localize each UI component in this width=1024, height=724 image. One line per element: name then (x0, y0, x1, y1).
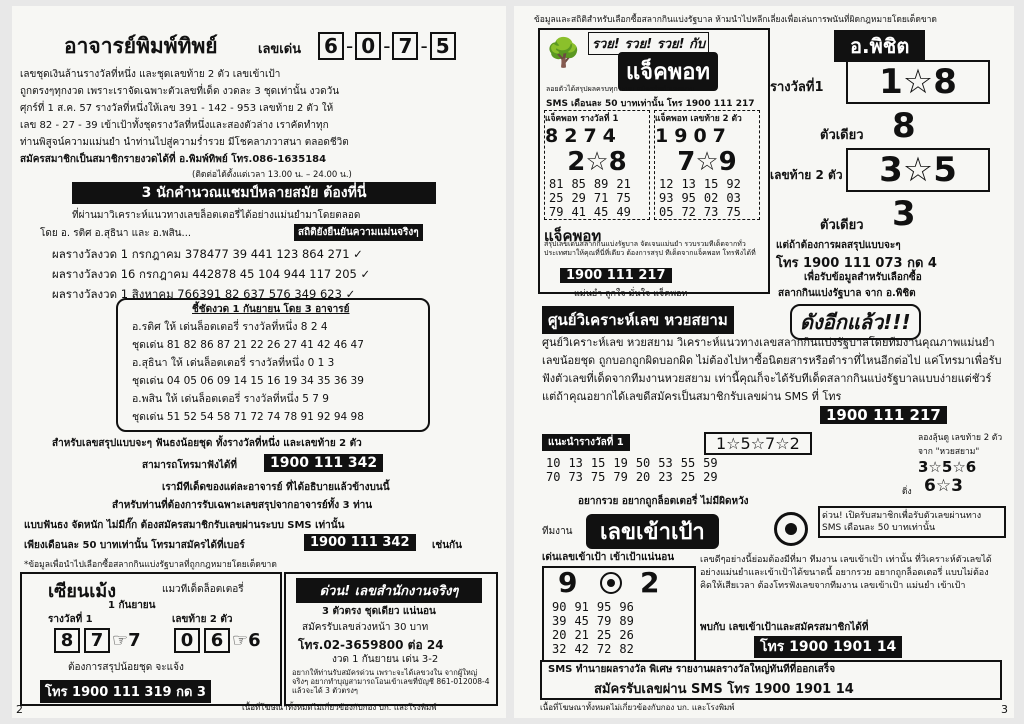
pichit-phone: โทร 1900 111 073 กด 4 (776, 256, 937, 271)
right-page (514, 6, 1014, 718)
bl-note: ต้องการสรุปน้อยชุด จะแจ้ง (68, 662, 184, 673)
instr-call-label: สามารถโทรมาฟังได้ที่ (142, 460, 237, 471)
jp-bottom-text: สรุปเลขเด่นสลากกินแบ่งรัฐบาล จัดเจนแม่นยำ รวบรวมทีเด็ดจากทั่วประเทศมาให้คุณที่นี่ที่เดียว ต้องการสรุป ทีเด็ดจากแจ็คพอท โทรฟังได้ที่ (544, 240, 756, 257)
sms-line-1: SMS ทำนายผลรางวัล พิเศษ รายงานผลรางวัลใหญ่ทันทีที่ออกเสร็จ (548, 664, 836, 675)
bl-tail-digit: 6 (204, 628, 230, 653)
instr-line-2: เรามีทีเด็ดของแต่ละอาจารย์ ที่ได้อธิบายแล้วข้างบนนี้ (162, 482, 390, 493)
contact-hours: (ติดต่อได้ตั้งแต่เวลา 13.00 น. – 24.00 น.) (192, 170, 352, 180)
result-row: ผลรางวัลงวด 1 กรกฎาคม 378477 39 441 123 864 271 ✓ (52, 247, 363, 261)
br-line-3: งวด 1 กันยายน เด่น 3-2 (332, 654, 439, 665)
promo-line: อ.รติศ ให้ เด่นล็อตเตอรี่ รางวัลที่หนึ่ง 8 2 4 (132, 321, 328, 333)
target-digit-2: 2 (640, 566, 660, 599)
bl-prize-digit: 8 (54, 628, 80, 653)
promo-box-title: ชี้ชัดงวด 1 กันยายน โดย 3 อาจารย์ (192, 304, 350, 315)
siam-tail-ding: ดิ่ง (902, 487, 912, 497)
bl-date: 1 กันยายน (108, 600, 156, 611)
phone-1: 1900 111 342 (264, 454, 383, 472)
section-sub: ที่ผ่านมาวิเคราะห์แนวทางเลขล็อตเตอรี่ได้อย่างแม่นยำมาโดยตลอด (72, 210, 361, 221)
br-small: อยากให้ท่านรับสมัครด่วน เพราะจะได้เลขวงใน จากผู้ใหญ่จริงๆ อยากทำบุญสามารถโอนเข้าเลขที่บัญชี 861-012008-4 แล้วจะได้ 3 ตัวตรงๆ (292, 668, 490, 695)
top-note: ข้อมูลและสถิติสำหรับเลือกซื้อสลากกินแบ่งรัฐบาล ห้ามนำไปหลีกเลี่ยงเพื่อเล่นการพนันที่ผิดกฎหมายโดยเด็ดขาด (534, 15, 937, 25)
bl-tail-digit: 6 (248, 630, 261, 651)
bl-prize-label: รางวัลที่ 1 (48, 614, 93, 625)
pichit-single-label: ตัวเดียว (820, 128, 864, 143)
siam-banner: ศูนย์วิเคราะห์เลข หวยสยาม (542, 306, 734, 334)
target-small-icon (600, 572, 622, 594)
results-list (52, 244, 370, 304)
bl-phone: โทร 1900 111 319 กด 3 (40, 680, 211, 703)
promo-lines (132, 318, 364, 426)
jp-big-1: 2☆8 (567, 147, 627, 177)
siam-slogan: ดังอีกแล้ว!!! (790, 304, 921, 340)
target-icon (774, 512, 808, 546)
jp-box2-digits: 1907 (655, 125, 732, 147)
hand-pointer-icon: ☞ (112, 630, 129, 651)
jp-tagline: แม่นยำ ถูกใจ มั่นใจ แจ็คพอท (574, 289, 688, 299)
jp-phone: 1900 111 217 (560, 268, 672, 283)
instr-line-1: สำหรับเลขสรุปแบบจะๆ ฟันธงน้อยชุด ทั้งรางวัลที่หนึ่ง และเลขท้าย 2 ตัว (52, 438, 362, 449)
pichit-prize-label: รางวัลที่1 (770, 80, 824, 95)
pichit-single-2: 3 (892, 194, 916, 234)
siam-tail-ding-val: 6☆3 (924, 476, 963, 496)
jp-box-1 (544, 110, 650, 220)
target-side: ด่วน! เปิดรับสมาชิกเพื่อรับตัวเลขผ่านทาง SMS เดือนละ 50 บาทเท่านั้น (818, 506, 1006, 538)
phone-2: 1900 111 342 (304, 534, 416, 551)
pichit-single-1: 8 (892, 106, 916, 146)
page-number: 2 (16, 703, 23, 716)
sms-line-2: สมัครรับเลขผ่าน SMS โทร 1900 1901 14 (594, 682, 854, 697)
bl-tail-label: เลขท้าย 2 ตัว (172, 614, 233, 625)
instr-line-5b: เช่นกัน (432, 540, 462, 551)
intro-line: ศุกร์ที่ 1 ส.ค. 57 รางวัลที่หนึ่งให้เลข 391 - 142 - 953 เลขท้าย 2 ตัว ให้ (20, 103, 334, 114)
br-banner: ด่วน! เลขสำนักงานจริงๆ (296, 578, 482, 603)
jp-box1-label: แจ็คพอท รางวัลที่ 1 (545, 114, 619, 124)
jp-box2-label: แจ็คพอท เลขท้าย 2 ตัว (655, 114, 742, 124)
bl-tail-digits (172, 628, 261, 653)
money-tree-icon: 🌳 (546, 36, 581, 69)
jp-box-2 (654, 110, 760, 220)
target-cta: พบกับ เลขเข้าเป้าและสมัครสมาชิกได้ที่ (700, 622, 869, 633)
siam-grid: 10 13 15 19 50 53 55 59 70 73 75 79 20 23 25 29 (546, 456, 718, 484)
target-digit-1: 9 (558, 566, 578, 599)
header-set-label: เลขเด่น (258, 42, 302, 57)
promo-line: ชุดเด่น 81 82 86 87 21 22 26 27 41 42 46 47 (132, 339, 364, 351)
br-line-1: 3 ตัวตรง ชุดเดียว แน่นอน (322, 606, 436, 617)
siam-body: ศูนย์วิเคราะห์เลข หวยสยาม วิเคราะห์แนวทางเลขสลากกินแบ่งรัฐบาลโดยทีมงานคุณภาพแม่นยำ เลขน้อยชุด ถูกบอกถูกผิดบอกผิด ไม่ต้องไปหาซื้อนิตยสารหรือตำราที่ไหนอีกต่อไป แค่โทรมาเพื่อรับฟังตัวเลขที่เด็ดจากทีมงานหวยสยาม เท่านี้คุณก็จะได้รับทีเด็ดสลากกินแบ่งรัฐบาลแบบง่ายแต่ชัวร์ แต่ถ้าคุณอยากได้เลขดีสมัครเป็นสมาชิกรับเลขผ่าน SMS ที่ โทร (542, 336, 1002, 403)
bl-prize-digits (52, 628, 141, 653)
br-line-2: สมัครรับเลขล่วงหน้า 30 บาท (302, 622, 429, 633)
header-digit: 7 (392, 32, 418, 60)
target-sub: เด่นเลขเข้าเป้า เข้าเป้าแน่นอน (542, 552, 675, 563)
hand-pointer-icon: ☞ (232, 630, 249, 651)
intro-line: เลขชุดเงินล้านรางวัลที่หนึ่ง และชุดเลขท้าย 2 ตัว เลขเข้าเป้า (20, 69, 281, 80)
page-footer: เนื้อที่โฆษณาทั้งหมดไม่เกี่ยวข้องกับกอง บก. และโรงพิมพ์ (540, 703, 735, 712)
promo-line: อ.สุธินา ให้ เด่นล็อตเตอรี่ รางวัลที่หนึ่ง 0 1 3 (132, 357, 335, 369)
promo-line: ชุดเด่น 51 52 54 58 71 72 74 78 91 92 94 98 (132, 411, 364, 423)
pichit-tail: 3☆5 (846, 148, 990, 192)
pichit-call-line: แต่ถ้าต้องการผลสรุปแบบจะๆ (776, 240, 901, 251)
jp-big-2: 7☆9 (677, 147, 737, 177)
jackpot-tag: รวย! รวย! รวย! กับ (588, 32, 709, 55)
section-stats: สถิติยังยืนยันความแม่นจริงๆ (294, 224, 423, 241)
siam-phone: 1900 111 217 (820, 406, 947, 424)
header-title: อาจารย์พิมพ์ทิพย์ (64, 34, 218, 58)
pichit-line-3: สลากกินแบ่งรัฐบาล จาก อ.พิชิต (778, 288, 916, 299)
bl-prize-digit: 7 (84, 628, 110, 653)
pichit-prize: 1☆8 (846, 60, 990, 104)
target-team: ทีมงาน (542, 526, 573, 537)
jp-grid-2: 12 13 15 92 93 95 02 03 05 72 73 75 (659, 177, 741, 219)
siam-tail-from: จาก "หวยสยาม" (918, 447, 980, 457)
br-phone: โทร.02-3659800 ต่อ 24 (298, 638, 444, 652)
siam-rec-label: แนะนำรางวัลที่ 1 (542, 434, 630, 451)
bl-prize-digit: 7 (128, 630, 141, 651)
jackpot-tagline: ลอยตัวได้สรุปผลครบทุกระบบ สมัครรับตัวเลขผ่าน (546, 85, 695, 93)
siam-tail-label: ลองลุ้นดู เลขท้าย 2 ตัว (918, 433, 1003, 443)
intro-line: ท่านพิสูจน์ความแม่นยำ นำท่านไปสู่ความร่ำรวย มีโชคลาภวาสนา ตลอดชีวิต (20, 137, 349, 148)
bl-title: เซียนเม้ง (48, 581, 117, 602)
header-digits: 6 - 0 - 7 - 5 (316, 32, 458, 60)
pichit-single-label-2: ตัวเดียว (820, 218, 864, 233)
siam-tail-val: 3☆5☆6 (918, 458, 977, 476)
siam-closing: อยากรวย อยากถูกล็อตเตอรี่ ไม่มีผิดหวัง (578, 496, 749, 507)
jackpot-sms: SMS เดือนละ 50 บาทเท่านั้น โทร 1900 111 217 (546, 99, 755, 109)
target-text: เลขดีๆอย่างนี้ย่อมต้องมีที่มา ทีมงาน เลขเข้าเป้า เท่านั้น ที่วิเคราะห์ตัวเลขได้อย่างแม่นยำและเข้าเป้าได้ขนาดนี้ อยากรวย อยากถูกล็อตเตอรี่ แบบไม่ต้องคิดให้เสียเวลา ต้องโทรฟังเลขจากทีมงาน เลขเข้าเป้า แม่นยำ เข้าเป้า (700, 555, 992, 591)
section-by: โดย อ. รติศ อ.สุธินา และ อ.พสิน... (40, 228, 192, 239)
instr-line-3: สำหรับท่านที่ต้องการรับเฉพาะเลขสรุปจากอาจารย์ทั้ง 3 ท่าน (112, 500, 373, 511)
left-page (12, 6, 506, 718)
instr-line-5a: เพียงเดือนละ 50 บาทเท่านั้น โทรมาสมัครได้ที่เบอร์ (24, 540, 245, 551)
result-row: ผลรางวัลงวด 16 กรกฎาคม 442878 45 104 944 117 205 ✓ (52, 267, 371, 281)
target-phone: โทร 1900 1901 14 (754, 636, 902, 658)
intro-line: เลข 82 - 27 - 39 เข้าเป้าทั้งชุดรางวัลที่หนึ่งและสองตัวล่าง เราคัดทำทุก (20, 120, 329, 131)
bl-sub: แมวทีเด็ดล็อตเตอรี่ (162, 584, 244, 595)
promo-line: ชุดเด่น 04 05 06 09 14 15 16 19 34 35 36 39 (132, 375, 364, 387)
siam-rec-value: 1☆5☆7☆2 (704, 432, 812, 455)
pichit-line-2: เพื่อรับข้อมูลสำหรับเลือกซื้อ (804, 272, 922, 283)
target-title: เลขเข้าเป้า (586, 514, 719, 549)
section-banner: 3 นักคำนวณแชมป์หลายสมัย ต้องที่นี่ (72, 182, 436, 204)
bl-tail-digit: 0 (174, 628, 200, 653)
instr-line-4: แบบฟันธง จัดหนัก ไม่มีกั๊ก ต้องสมัครสมาชิกรับเลขผ่านระบบ SMS เท่านั้น (24, 520, 345, 531)
disclaimer: *ข้อมูลเพื่อนำไปเลือกซื้อสลากกินแบ่งรัฐบาลที่ถูกกฎหมายโดยเด็ดขาด (24, 560, 277, 570)
jp-grid-1: 81 85 89 21 25 29 71 75 79 41 45 49 (549, 177, 631, 219)
result-row: ผลรางวัลงวด 1 สิงหาคม 766391 82 637 576 349 623 ✓ (52, 287, 356, 301)
pichit-tail-label: เลขท้าย 2 ตัว (770, 168, 843, 182)
pichit-title: อ.พิชิต (834, 30, 925, 62)
intro-text (20, 66, 349, 151)
page-number: 3 (1001, 703, 1008, 716)
intro-line: ถูกตรงๆทุกงวด เพราะเราจัดเฉพาะตัวเลขที่เด็ด งวดละ 3 ชุดเท่านั้น งวดวัน (20, 86, 340, 97)
jackpot-logo: แจ็คพอท (618, 52, 718, 91)
header-digit: 5 (430, 32, 456, 60)
page-footer: เนื้อที่โฆษณาทั้งหมดไม่เกี่ยวข้องกับกอง บก. และโรงพิมพ์ (242, 703, 437, 712)
header-digit: 6 (318, 32, 344, 60)
target-grid: 90 91 95 96 39 45 79 89 20 21 25 26 32 42 72 82 (552, 600, 634, 656)
header-digit: 0 (355, 32, 381, 60)
jp-box1-digits: 8274 (545, 125, 622, 147)
jp-bottom-title: แจ็คพอท (544, 227, 602, 245)
apply-line: สมัครสมาชิกเป็นสมาชิกรายงวดได้ที่ อ.พิมพ์ทิพย์ โทร.086-1635184 (20, 154, 327, 165)
promo-line: อ.พสิน ให้ เด่นล็อตเตอรี่ รางวัลที่หนึ่ง 5 7 9 (132, 393, 329, 405)
